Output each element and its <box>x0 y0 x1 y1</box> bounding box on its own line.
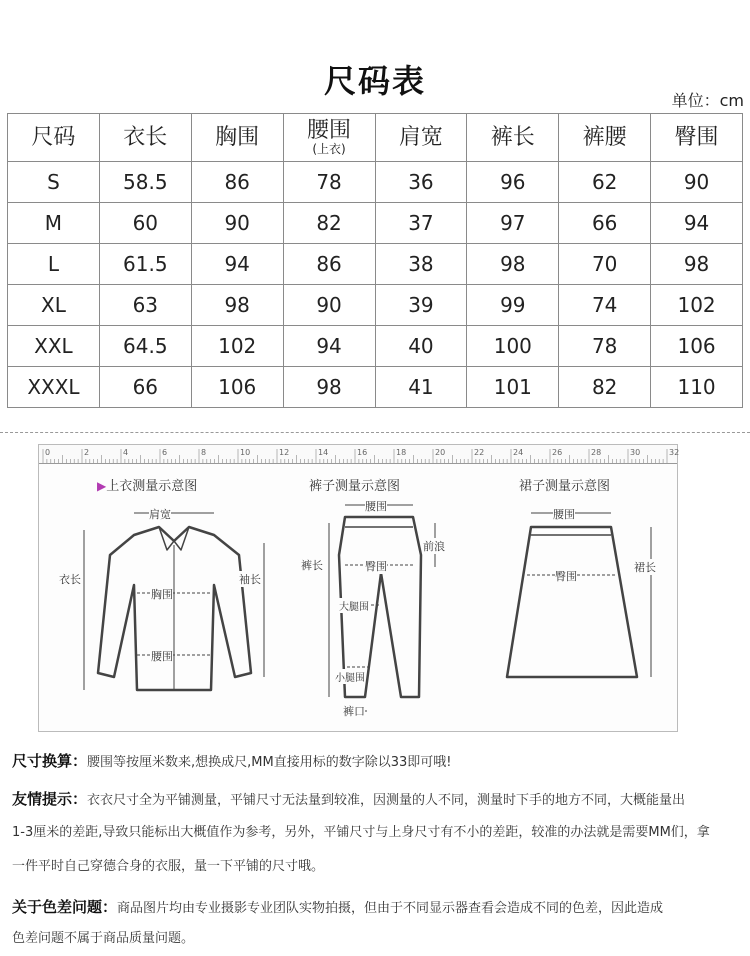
skirt-drawing <box>507 527 637 677</box>
label-shoulder: 肩宽 <box>149 508 171 521</box>
table-cell: 94 <box>283 326 375 367</box>
table-row <box>8 244 743 285</box>
friendly-tip-title: 友情提示： <box>12 790 88 808</box>
table-cell: 102 <box>651 285 743 326</box>
page-title: 尺码表 <box>323 62 426 100</box>
ruler-tick-label: 20 <box>435 448 446 457</box>
table-cell: 106 <box>191 367 283 408</box>
table-cell: 90 <box>191 203 283 244</box>
table-cell: 78 <box>559 326 651 367</box>
table-cell: 74 <box>559 285 651 326</box>
table-cell: 97 <box>467 203 559 244</box>
table-cell: 86 <box>191 162 283 203</box>
header-pants-length: 裤长 <box>467 114 559 162</box>
table-cell: 102 <box>191 326 283 367</box>
label-pants-length: 裤长 <box>301 559 323 572</box>
garment-drawings <box>39 445 680 731</box>
table-cell: 62 <box>559 162 651 203</box>
label-top-length: 衣长 <box>59 573 81 586</box>
table-cell: 98 <box>191 285 283 326</box>
table-cell: 98 <box>651 244 743 285</box>
ruler-tick-label: 24 <box>513 448 524 457</box>
dashed-divider <box>0 432 750 433</box>
ruler-tick-label: 10 <box>240 448 251 457</box>
label-pants-waist: 腰围 <box>365 500 387 513</box>
table-cell: 110 <box>651 367 743 408</box>
color-diff-title: 关于色差问题： <box>12 898 118 916</box>
shirt-drawing <box>98 527 251 690</box>
size-conversion-title: 尺寸换算： <box>12 752 88 770</box>
size-table <box>7 113 743 408</box>
table-cell: 106 <box>651 326 743 367</box>
header-waist <box>283 114 375 162</box>
table-cell: 98 <box>467 244 559 285</box>
table-cell: M <box>8 203 100 244</box>
header-pants-waist: 裤腰 <box>559 114 651 162</box>
color-diff-text: 商品图片均由专业摄影专业团队实物拍摄，但由于不同显示器查看会造成不同的色差，因此造成 <box>117 901 664 916</box>
table-cell: 94 <box>651 203 743 244</box>
header-shoulder: 肩宽 <box>375 114 467 162</box>
table-cell: 36 <box>375 162 467 203</box>
friendly-tip-note <box>12 784 744 816</box>
table-cell: 90 <box>651 162 743 203</box>
ruler-tick-label: 28 <box>591 448 602 457</box>
ruler-tick-label: 0 <box>45 448 51 457</box>
label-chest: 胸围 <box>151 588 173 601</box>
ruler-tick-label: 22 <box>474 448 485 457</box>
friendly-tip-text: 衣衣尺寸全为平铺测量，平铺尺寸无法量到较准，因测量的人不同，测量时下手的地方不同，大概能量出 <box>87 793 686 808</box>
size-conversion-text: 腰围等按厘米数来,想换成尺,MM直接用标的数字除以33即可哦! <box>87 755 452 770</box>
table-cell: 99 <box>467 285 559 326</box>
label-skirt-length: 裙长 <box>634 561 656 574</box>
top-caption-text: 上衣测量示意图 <box>106 479 198 494</box>
header-length: 衣长 <box>99 114 191 162</box>
color-diff-line2: 色差问题不属于商品质量问题。 <box>12 931 195 946</box>
table-cell: 58.5 <box>99 162 191 203</box>
label-skirt-waist: 腰围 <box>553 508 575 521</box>
table-cell: XL <box>8 285 100 326</box>
label-rise: 前浪 <box>423 540 445 553</box>
ruler-tick-label: 4 <box>123 448 129 457</box>
table-cell: 40 <box>375 326 467 367</box>
table-cell: S <box>8 162 100 203</box>
table-cell: 63 <box>99 285 191 326</box>
table-cell: 86 <box>283 244 375 285</box>
table-cell: XXXL <box>8 367 100 408</box>
table-row <box>8 203 743 244</box>
table-cell: 98 <box>283 367 375 408</box>
measurement-diagram <box>38 444 678 732</box>
table-cell: 66 <box>559 203 651 244</box>
table-row <box>8 367 743 408</box>
friendly-tip-line3: 一件平时自己穿德合身的衣服，量一下平铺的尺寸哦。 <box>12 859 325 874</box>
ruler-tick-label: 2 <box>84 448 90 457</box>
ruler-tick-label: 8 <box>201 448 207 457</box>
table-cell: 66 <box>99 367 191 408</box>
label-hem: 裤口 <box>343 705 365 718</box>
ruler-tick-label: 6 <box>162 448 168 457</box>
table-cell: 70 <box>559 244 651 285</box>
table-cell: 38 <box>375 244 467 285</box>
table-cell: 41 <box>375 367 467 408</box>
header-waist-sub: (上衣) <box>312 141 346 156</box>
size-conversion-note <box>12 746 744 778</box>
table-cell: 96 <box>467 162 559 203</box>
label-calf: 小腿围 <box>335 669 365 684</box>
ruler-tick-label: 14 <box>318 448 329 457</box>
ruler-tick-label: 18 <box>396 448 407 457</box>
caption-arrow-icon: ▶ <box>97 479 107 493</box>
table-cell: 94 <box>191 244 283 285</box>
table-row <box>8 326 743 367</box>
header-hip: 臀围 <box>651 114 743 162</box>
table-cell: XXL <box>8 326 100 367</box>
table-cell: 100 <box>467 326 559 367</box>
header-waist-label: 腰围 <box>307 117 352 143</box>
table-cell: 90 <box>283 285 375 326</box>
ruler-tick-label: 32 <box>669 448 680 457</box>
table-cell: 61.5 <box>99 244 191 285</box>
unit-label: 单位：cm <box>671 91 744 110</box>
table-cell: 82 <box>559 367 651 408</box>
label-thigh: 大腿围 <box>339 598 369 613</box>
ruler-tick-label: 16 <box>357 448 368 457</box>
table-cell: 39 <box>375 285 467 326</box>
table-cell: 78 <box>283 162 375 203</box>
table-cell: 60 <box>99 203 191 244</box>
ruler-tick-label: 30 <box>630 448 641 457</box>
color-diff-note <box>12 892 744 924</box>
ruler-tick-label: 26 <box>552 448 563 457</box>
label-top-waist: 腰围 <box>151 650 173 663</box>
table-header-row <box>8 114 743 162</box>
table-row <box>8 285 743 326</box>
skirt-caption: 裙子测量示意图 <box>519 479 611 494</box>
label-pants-hip: 臀围 <box>365 560 387 573</box>
table-cell: 82 <box>283 203 375 244</box>
pants-caption: 裤子测量示意图 <box>309 479 401 494</box>
table-cell: 101 <box>467 367 559 408</box>
friendly-tip-line2: 1-3厘米的差距,导致只能标出大概值作为参考，另外，平铺尺寸与上身尺寸有不小的差距，较准的办法就是需要MM们，拿 <box>12 825 710 840</box>
label-sleeve: 袖长 <box>239 573 261 586</box>
table-row <box>8 162 743 203</box>
header-chest: 胸围 <box>191 114 283 162</box>
table-cell: 37 <box>375 203 467 244</box>
label-skirt-hip: 臀围 <box>555 570 577 583</box>
table-cell: 64.5 <box>99 326 191 367</box>
ruler-tick-label: 12 <box>279 448 290 457</box>
table-cell: L <box>8 244 100 285</box>
header-size: 尺码 <box>8 114 100 162</box>
